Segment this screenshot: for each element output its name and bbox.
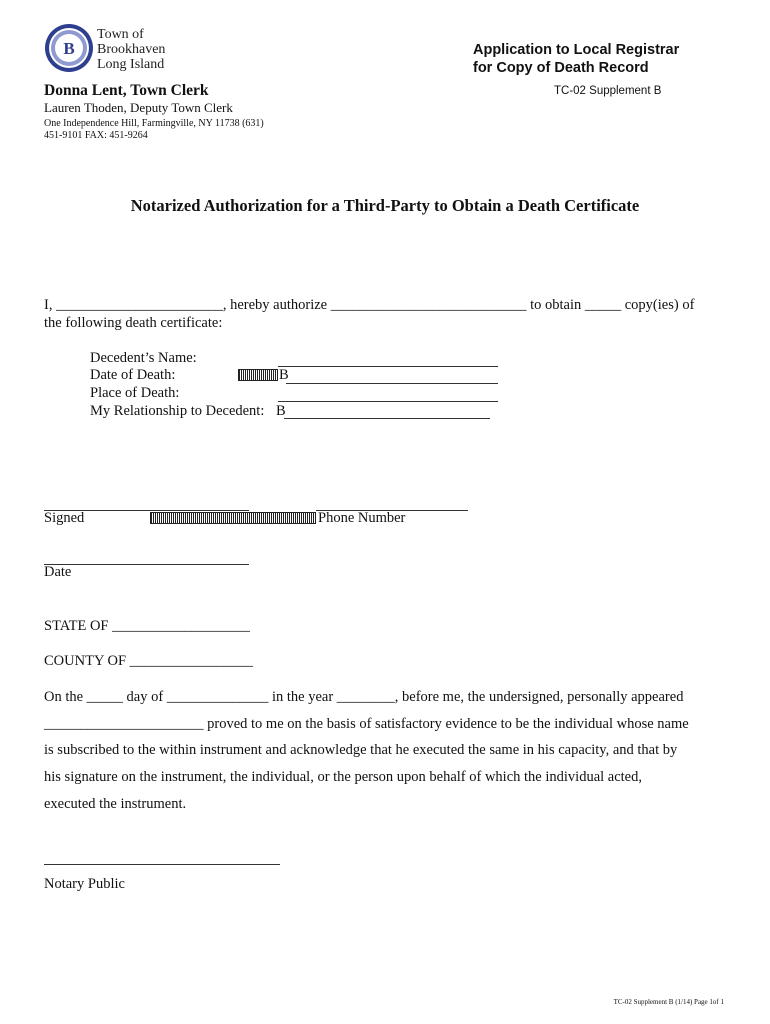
address-line-1: One Independence Hill, Farmingville, NY 11738 (631) [44,118,264,129]
relationship-label: My Relationship to Decedent: [90,403,265,419]
document-title: Notarized Authorization for a Third-Party to Obtain a Death Certificate [130,196,640,215]
authorization-line-1: I, _______________________, hereby authorize ___________________________ to obtain _____ copy(ies) of [44,297,695,313]
town-clerk-name: Donna Lent, Town Clerk [44,82,209,99]
field-glyph-b: B [279,367,289,383]
notary-text-line-4: his signature on the instrument, the individual, or the person upon behalf of which the individual acted, [44,769,642,785]
application-title-line-1: Application to Local Registrar [473,42,680,58]
decedent-name-input-line[interactable] [278,366,498,367]
date-label: Date [44,564,72,580]
notary-public-label: Notary Public [44,876,125,892]
notary-signature-input-line[interactable] [44,864,280,865]
notary-text-line-5: executed the instrument. [44,796,187,812]
field-glyph-b: B [276,403,286,419]
form-code: TC-02 Supplement B [554,85,662,97]
notary-text-line-2: ______________________ proved to me on the basis of satisfactory evidence to be the individual whose name [44,716,689,732]
relationship-input-line[interactable] [284,418,490,419]
place-of-death-label: Place of Death: [90,385,180,401]
town-name-line-2: Brookhaven [97,42,166,57]
deputy-clerk-name: Lauren Thoden, Deputy Town Clerk [44,100,233,115]
date-of-death-label: Date of Death: [90,367,176,383]
notary-text-line-3: is subscribed to the within instrument and acknowledge that he executed the same in his capacity, and that by [44,742,678,758]
page-footer: TC-02 Supplement B (1/14) Page 1of 1 [613,998,724,1006]
application-title-line-2: for Copy of Death Record [473,60,649,76]
town-name-line-1: Town of [97,27,144,42]
date-input-line[interactable] [44,564,249,565]
address-line-2: 451-9101 FAX: 451-9264 [44,130,148,141]
county-of-line: COUNTY OF _________________ [44,653,253,669]
place-of-death-input-line[interactable] [278,401,498,402]
redacted-mark [238,369,278,381]
authorization-line-2: the following death certificate: [44,315,223,331]
redacted-mark [150,512,316,524]
town-seal-logo [44,23,94,73]
decedent-name-label: Decedent’s Name: [90,350,197,366]
notary-text-line-1: On the _____ day of ______________ in the year ________, before me, the undersigned, personally appeared [44,689,684,705]
signed-label: Signed [44,510,85,526]
town-name-line-3: Long Island [97,57,165,72]
seal-initial: B [63,39,75,58]
phone-number-label: Phone Number [318,510,406,526]
state-of-line: STATE OF ___________________ [44,618,250,634]
date-of-death-input-line[interactable] [286,383,498,384]
